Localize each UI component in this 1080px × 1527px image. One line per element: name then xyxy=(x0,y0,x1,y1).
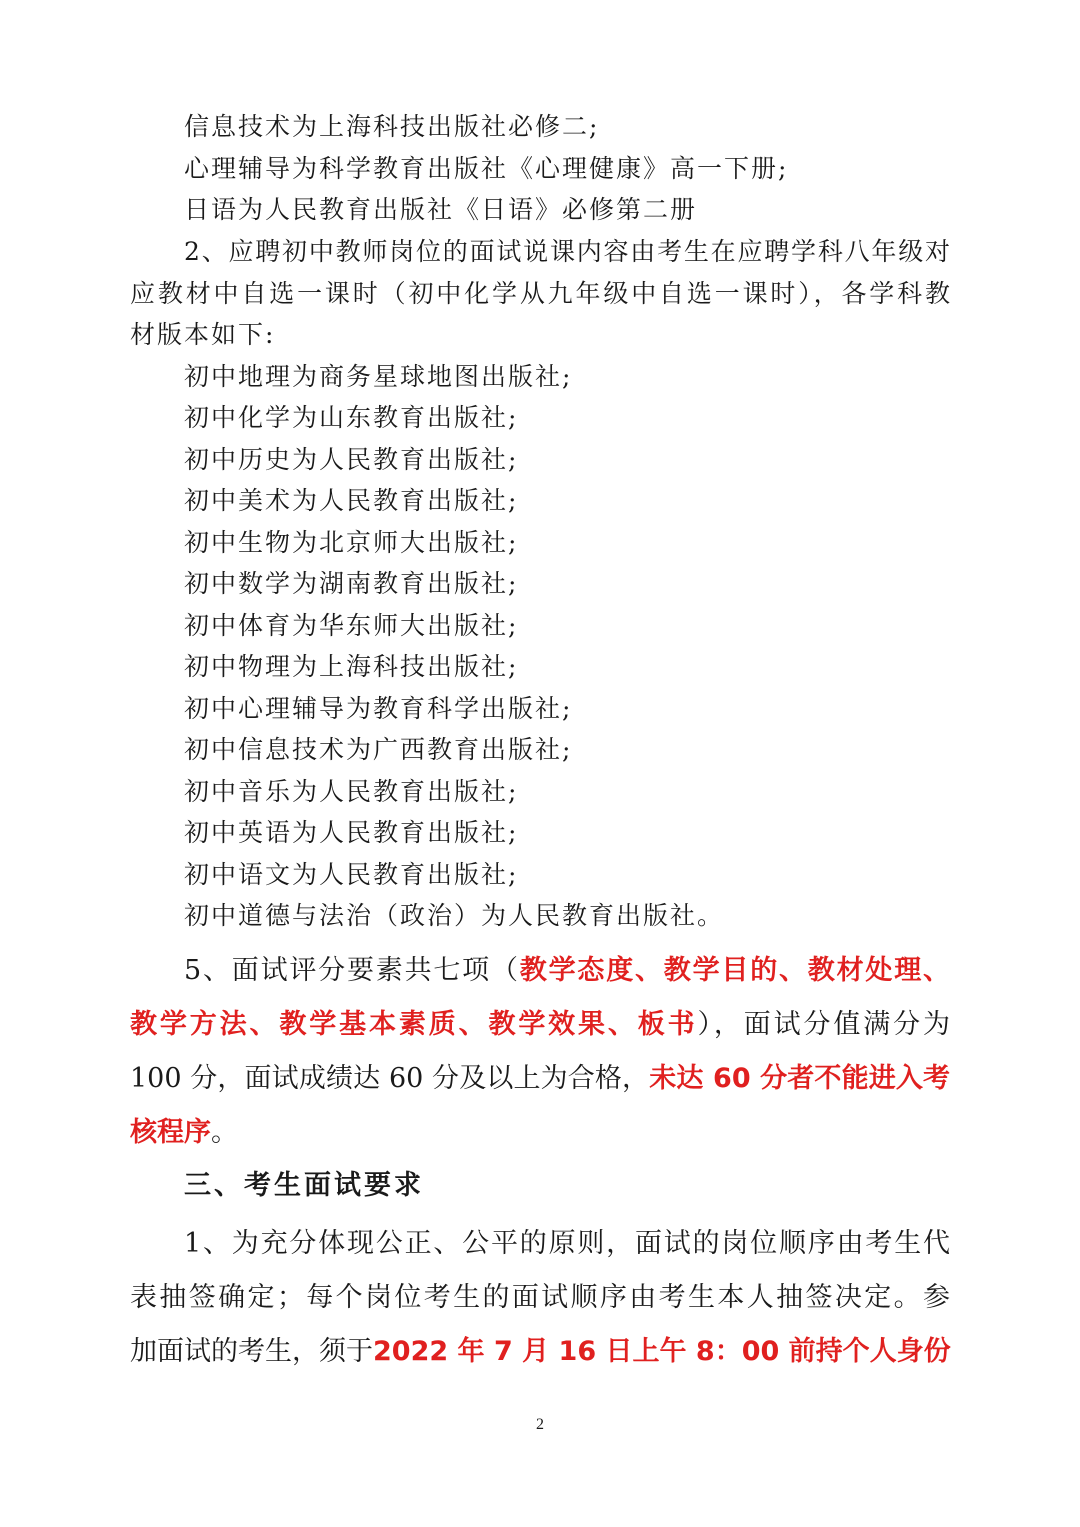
item5-paragraph-line: 100 分，面试成绩达 60 分及以上为合格，未达 60 分者不能进入考 xyxy=(130,1063,950,1094)
page-number: 2 xyxy=(536,1416,544,1433)
highlight-text: 2022 年 7 月 16 日上午 8：00 前持个人身份 xyxy=(373,1336,951,1367)
textbook-list-item: 初中体育为华东师大出版社; xyxy=(184,611,519,640)
item5-paragraph-line: 5、面试评分要素共七项（教学态度、教学目的、教材处理、 xyxy=(184,955,951,986)
item2-paragraph-line: 应教材中自选一课时（初中化学从九年级中自选一课时），各学科教 xyxy=(130,279,950,308)
item2-paragraph-line: 材版本如下: xyxy=(130,320,276,349)
textbook-list-item: 初中美术为人民教育出版社; xyxy=(184,486,519,515)
textbook-list-item: 初中语文为人民教育出版社; xyxy=(184,860,519,889)
highlight-text: 教学方法、教学基本素质、教学效果、板书 xyxy=(130,1009,698,1040)
item2-paragraph-line: 2、应聘初中教师岗位的面试说课内容由考生在应聘学科八年级对 xyxy=(184,237,950,266)
section-heading: 三、考生面试要求 xyxy=(184,1170,424,1201)
highlight-text: 教学态度、教学目的、教材处理、 xyxy=(519,955,951,986)
textbook-list-item: 初中道德与法治（政治）为人民教育出版社。 xyxy=(184,901,725,930)
textbook-list-item: 初中信息技术为广西教育出版社; xyxy=(184,735,573,764)
item5-paragraph-line: 核程序。 xyxy=(130,1117,238,1148)
textbook-list-item: 初中历史为人民教育出版社; xyxy=(184,445,519,474)
textbook-list-item: 初中物理为上海科技出版社; xyxy=(184,652,519,681)
textbook-list-item: 初中地理为商务星球地图出版社; xyxy=(184,362,573,391)
section3-paragraph-line: 加面试的考生，须于2022 年 7 月 16 日上午 8：00 前持个人身份 xyxy=(130,1336,951,1367)
textbook-list-item: 初中心理辅导为教育科学出版社; xyxy=(184,694,573,723)
item5-paragraph-line: 教学方法、教学基本素质、教学效果、板书），面试分值满分为 xyxy=(130,1009,951,1040)
textbook-list-item: 初中化学为山东教育出版社; xyxy=(184,403,519,432)
textbook-list-item: 初中音乐为人民教育出版社; xyxy=(184,777,519,806)
section3-paragraph-line: 1、为充分体现公正、公平的原则，面试的岗位顺序由考生代 xyxy=(184,1228,950,1259)
textbook-list-item: 初中英语为人民教育出版社; xyxy=(184,818,519,847)
highlight-text: 未达 60 分者不能进入考 xyxy=(649,1063,950,1094)
highlight-text: 核程序 xyxy=(130,1117,211,1148)
textbook-list-item: 初中生物为北京师大出版社; xyxy=(184,528,519,557)
textbook-list-item: 初中数学为湖南教育出版社; xyxy=(184,569,519,598)
textbook-line: 日语为人民教育出版社《日语》必修第二册 xyxy=(184,195,698,224)
textbook-line: 信息技术为上海科技出版社必修二; xyxy=(184,112,600,141)
section3-paragraph-line: 表抽签确定；每个岗位考生的面试顺序由考生本人抽签决定。参 xyxy=(130,1282,950,1313)
textbook-line: 心理辅导为科学教育出版社《心理健康》高一下册; xyxy=(184,154,789,183)
